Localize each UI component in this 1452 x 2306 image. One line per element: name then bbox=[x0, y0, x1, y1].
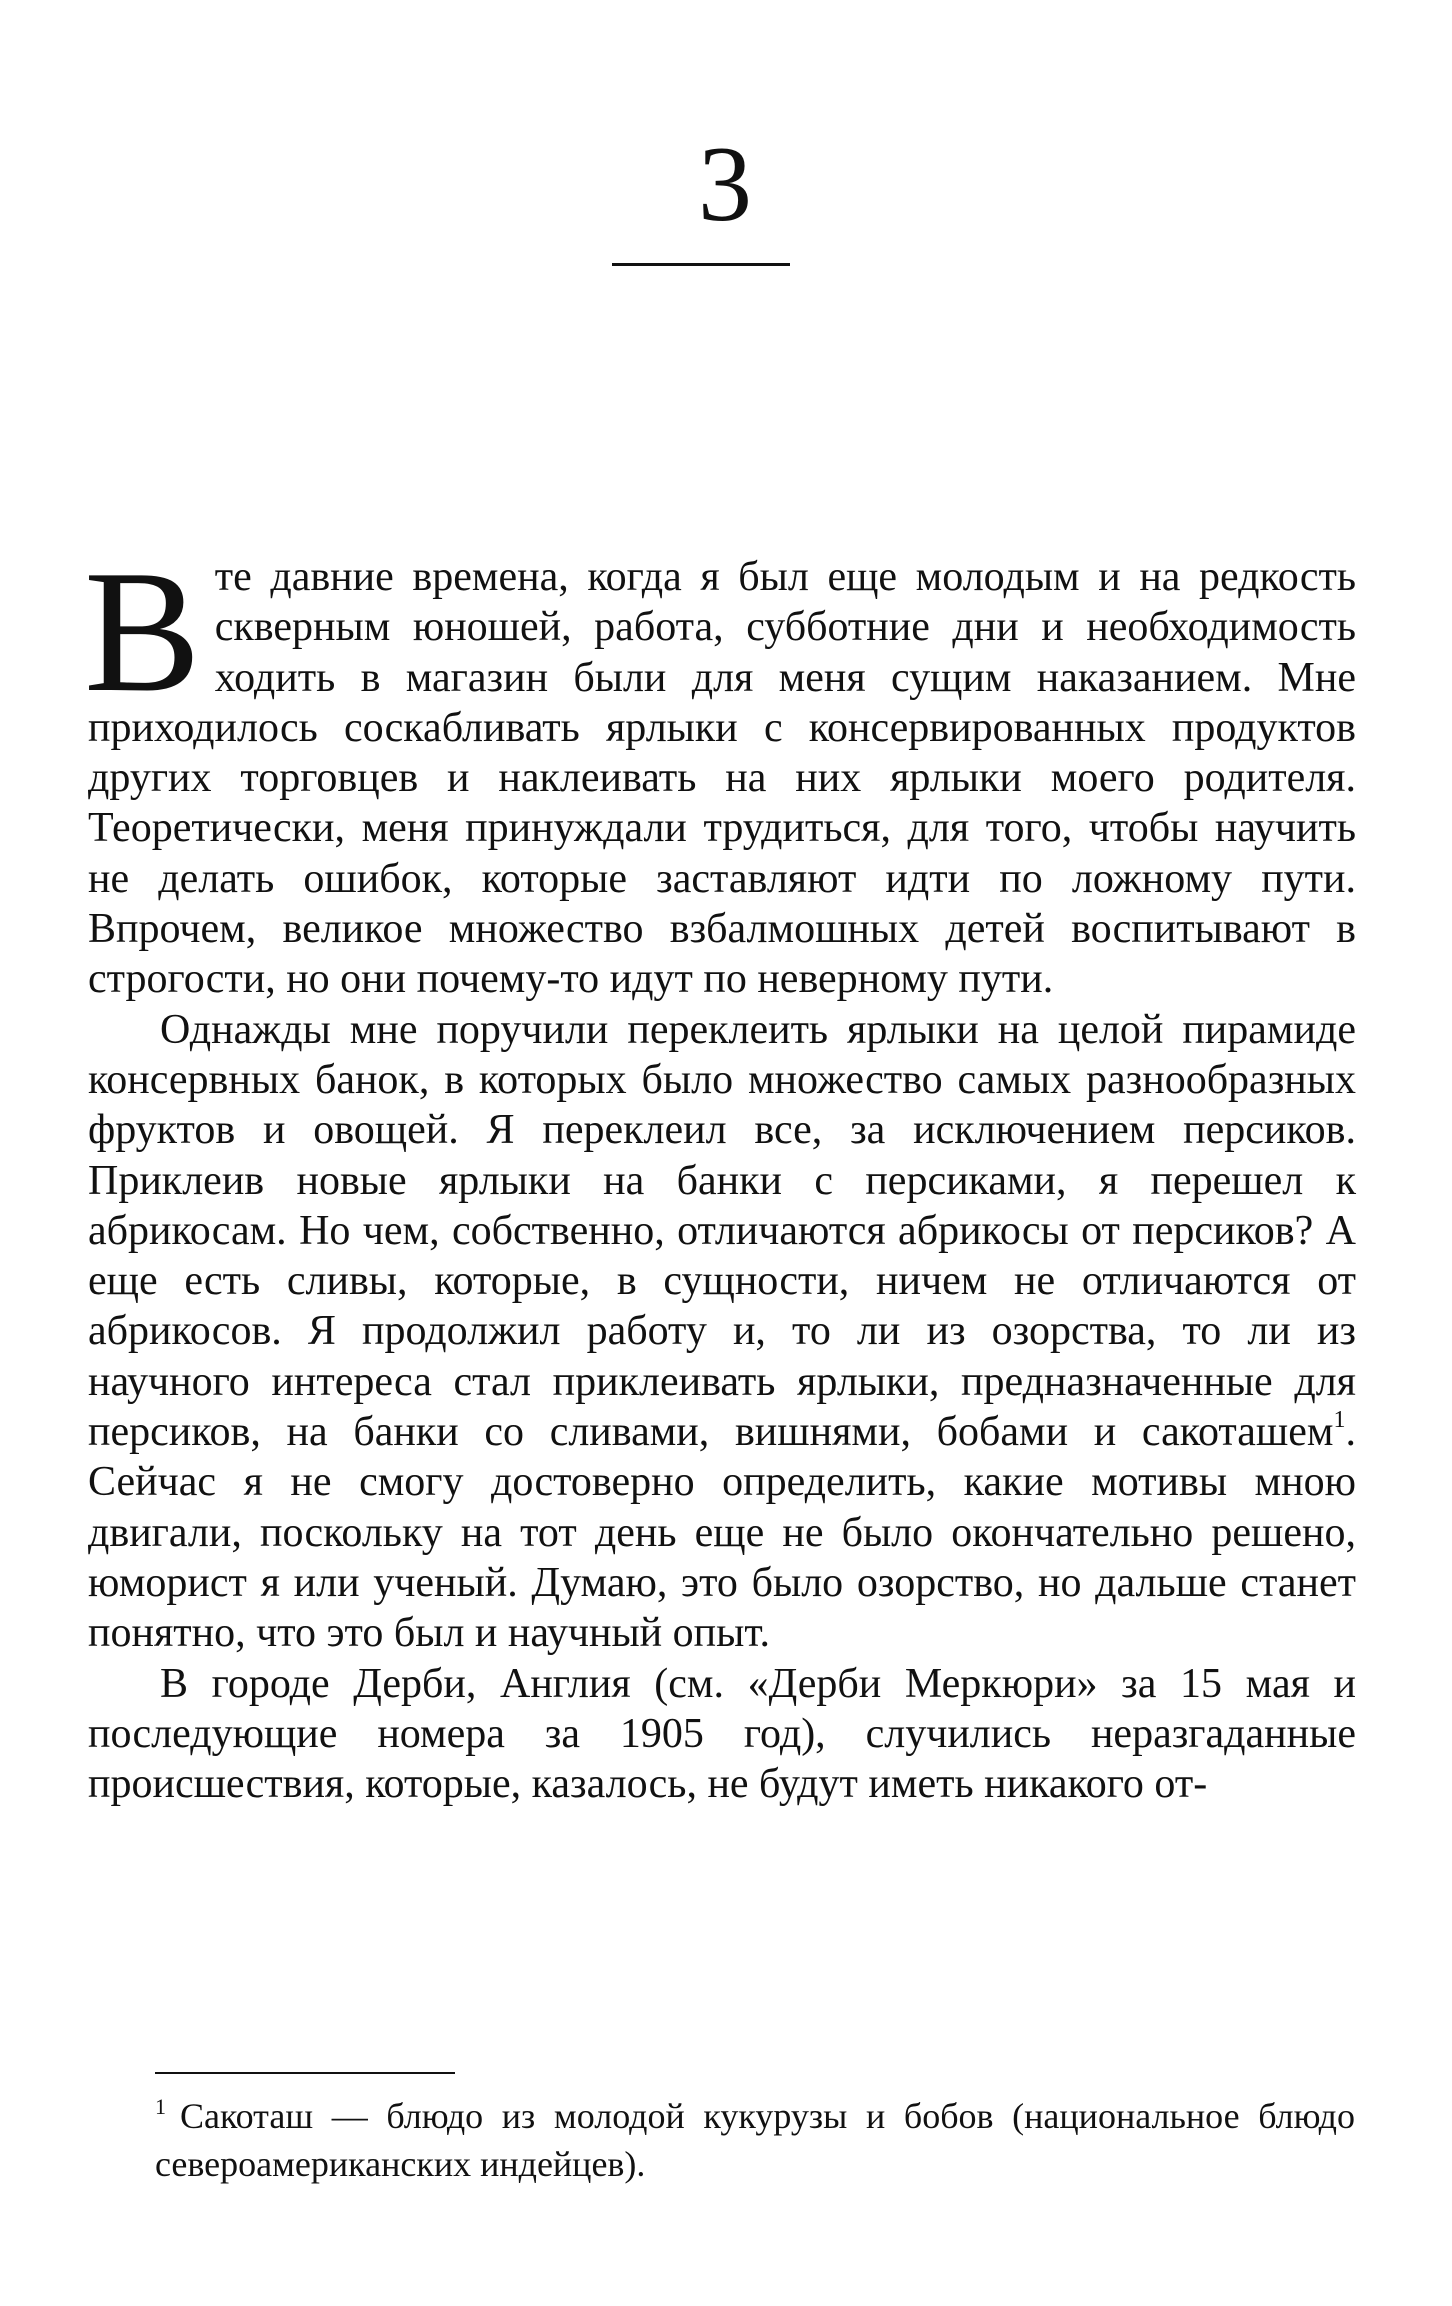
footnote-separator bbox=[155, 2072, 455, 2074]
paragraph-2-text-a: Однажды мне поручили переклеить ярлыки на целой пирамиде консервных банок, в которых было множество самых разнообразных фруктов и овощей. Я переклеил все, за исключением персиков. Приклеив новые ярлыки на банки с персиками, я перешел к абрикосам. Но чем, собственно, отличаются абрикосы от персиков? А еще есть сливы, которые, в сущности, ничем не отличаются от абрикосов. Я продолжил работу и, то ли из озорства, то ли из научного интереса стал приклеивать ярлыки, предназначенные для персиков, на банки со сливами, вишнями, бобами и сакоташем bbox=[88, 1006, 1356, 1456]
paragraph-3 bbox=[88, 1659, 1356, 1810]
paragraph-2 bbox=[88, 1005, 1356, 1659]
drop-cap: В bbox=[84, 534, 201, 728]
footnote-text: Сакоташ — блюдо из молодой кукурузы и бобов (национальное блюдо североамериканских индейцев). bbox=[155, 2096, 1355, 2184]
footnote-reference: 1 bbox=[1333, 1407, 1346, 1434]
chapter-number: 3 bbox=[698, 125, 754, 244]
footnote bbox=[155, 2092, 1355, 2188]
body-text bbox=[84, 534, 1356, 1809]
paragraph-1-text: те давние времена, когда я был еще молодым и на редкость скверным юношей, работа, субботние дни и необходимость ходить в магазин были для меня сущим наказанием. Мне приходилось соскабливать ярлыки с консервированных продуктов других торговцев и наклеивать на них ярлыки моего родителя. Теоретически, меня принуждали трудиться, для того, чтобы научить не делать ошибок, которые заставляют идти по ложному пути. Впрочем, великое множество взбалмошных детей воспитывают в строгости, но они почему-то идут по неверному пути. bbox=[88, 554, 1356, 1003]
chapter-rule bbox=[612, 263, 790, 266]
footnote-mark: 1 bbox=[155, 2094, 166, 2119]
paragraph-3-text: В городе Дерби, Англия (см. «Дерби Меркюри» за 15 мая и последующие номера за 1905 год), случились неразгаданные происшествия, которые, казалось, не будут иметь никакого от- bbox=[88, 1660, 1356, 1808]
paragraph-2-text-b: . Сейчас я не смогу достоверно определить, какие мотивы мною двигали, поскольку на тот день еще не было окончательно решено, юморист я или ученый. Думаю, это было озорство, но дальше станет понятно, что это был и научный опыт. bbox=[88, 1409, 1356, 1657]
paragraph-1 bbox=[84, 534, 1356, 1005]
